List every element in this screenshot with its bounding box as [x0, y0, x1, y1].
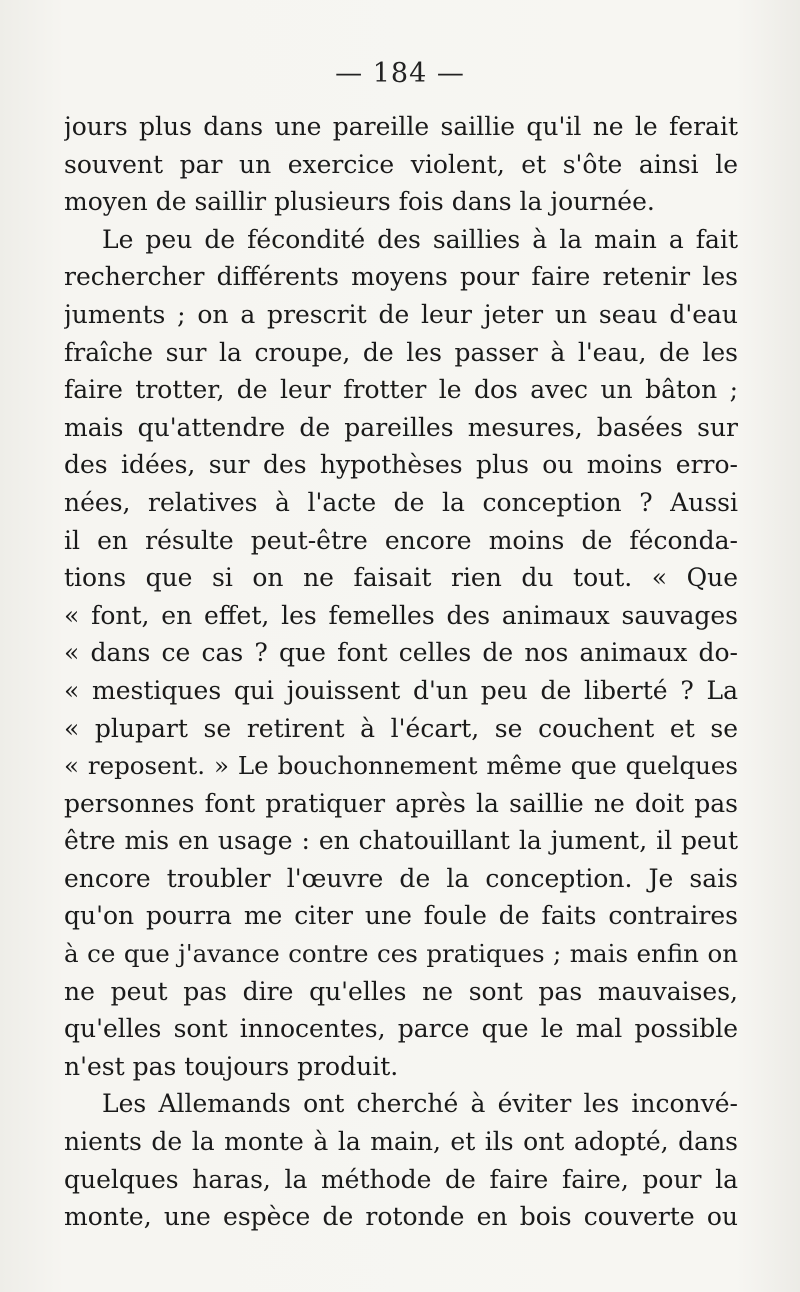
text-line: moyen de saillir plusieurs fois dans la journée. — [64, 187, 655, 217]
text-line: nients de la monte à la main, et ils ont adopté, dans — [64, 1127, 738, 1157]
text-line: « reposent. » Le bouchonnement même que quelques — [64, 751, 738, 781]
text-line: nées, relatives à l'acte de la conception ? Aussi — [64, 487, 738, 517]
text-line: Le peu de fécondité des saillies à la main a fait — [102, 224, 738, 254]
text-line: Les Allemands ont cherché à éviter les inconvé- — [102, 1089, 738, 1119]
text-line: fraîche sur la croupe, de les passer à l'eau, de les — [64, 337, 738, 367]
text-line: monte, une espèce de rotonde en bois couverte ou — [64, 1202, 738, 1232]
text-line: quelques haras, la méthode de faire faire, pour la — [64, 1164, 738, 1194]
text-line: qu'elles sont innocentes, parce que le mal possible — [64, 1014, 738, 1044]
text-line: juments ; on a prescrit de leur jeter un seau d'eau — [64, 299, 738, 329]
text-line: « font, en effet, les femelles des animaux sauvages — [64, 600, 738, 630]
text-line: souvent par un exercice violent, et s'ôte ainsi le — [64, 149, 738, 179]
text-line: mais qu'attendre de pareilles mesures, basées sur — [64, 412, 738, 442]
text-line: « plupart se retirent à l'écart, se couchent et se — [64, 713, 738, 743]
text-line: qu'on pourra me citer une foule de faits contraires — [64, 901, 738, 931]
text-line: il en résulte peut-être encore moins de féconda- — [64, 525, 738, 555]
text-line: encore troubler l'œuvre de la conception. Je sais — [64, 863, 738, 893]
text-line: « dans ce cas ? que font celles de nos animaux do- — [64, 638, 738, 668]
text-line: à ce que j'avance contre ces pratiques ; mais enfin on — [64, 939, 738, 969]
text-line: « mestiques qui jouissent d'un peu de liberté ? La — [64, 675, 738, 705]
text-line: être mis en usage : en chatouillant la jument, il peut — [64, 826, 738, 856]
text-line: faire trotter, de leur frotter le dos avec un bâton ; — [64, 375, 738, 405]
text-line: des idées, sur des hypothèses plus ou moins erro- — [64, 450, 738, 480]
page-number: — 184 — — [335, 58, 465, 89]
text-line: jours plus dans une pareille saillie qu'il ne le ferait — [64, 112, 738, 141]
body-text — [64, 108, 738, 1236]
text-line: ne peut pas dire qu'elles ne sont pas mauvaises, — [64, 976, 738, 1006]
text-line: tions que si on ne faisait rien du tout. « Que — [64, 563, 738, 593]
text-line: personnes font pratiquer après la saillie ne doit pas — [64, 788, 738, 818]
text-line: rechercher différents moyens pour faire retenir les — [64, 262, 738, 292]
text-line: n'est pas toujours produit. — [64, 1051, 399, 1081]
